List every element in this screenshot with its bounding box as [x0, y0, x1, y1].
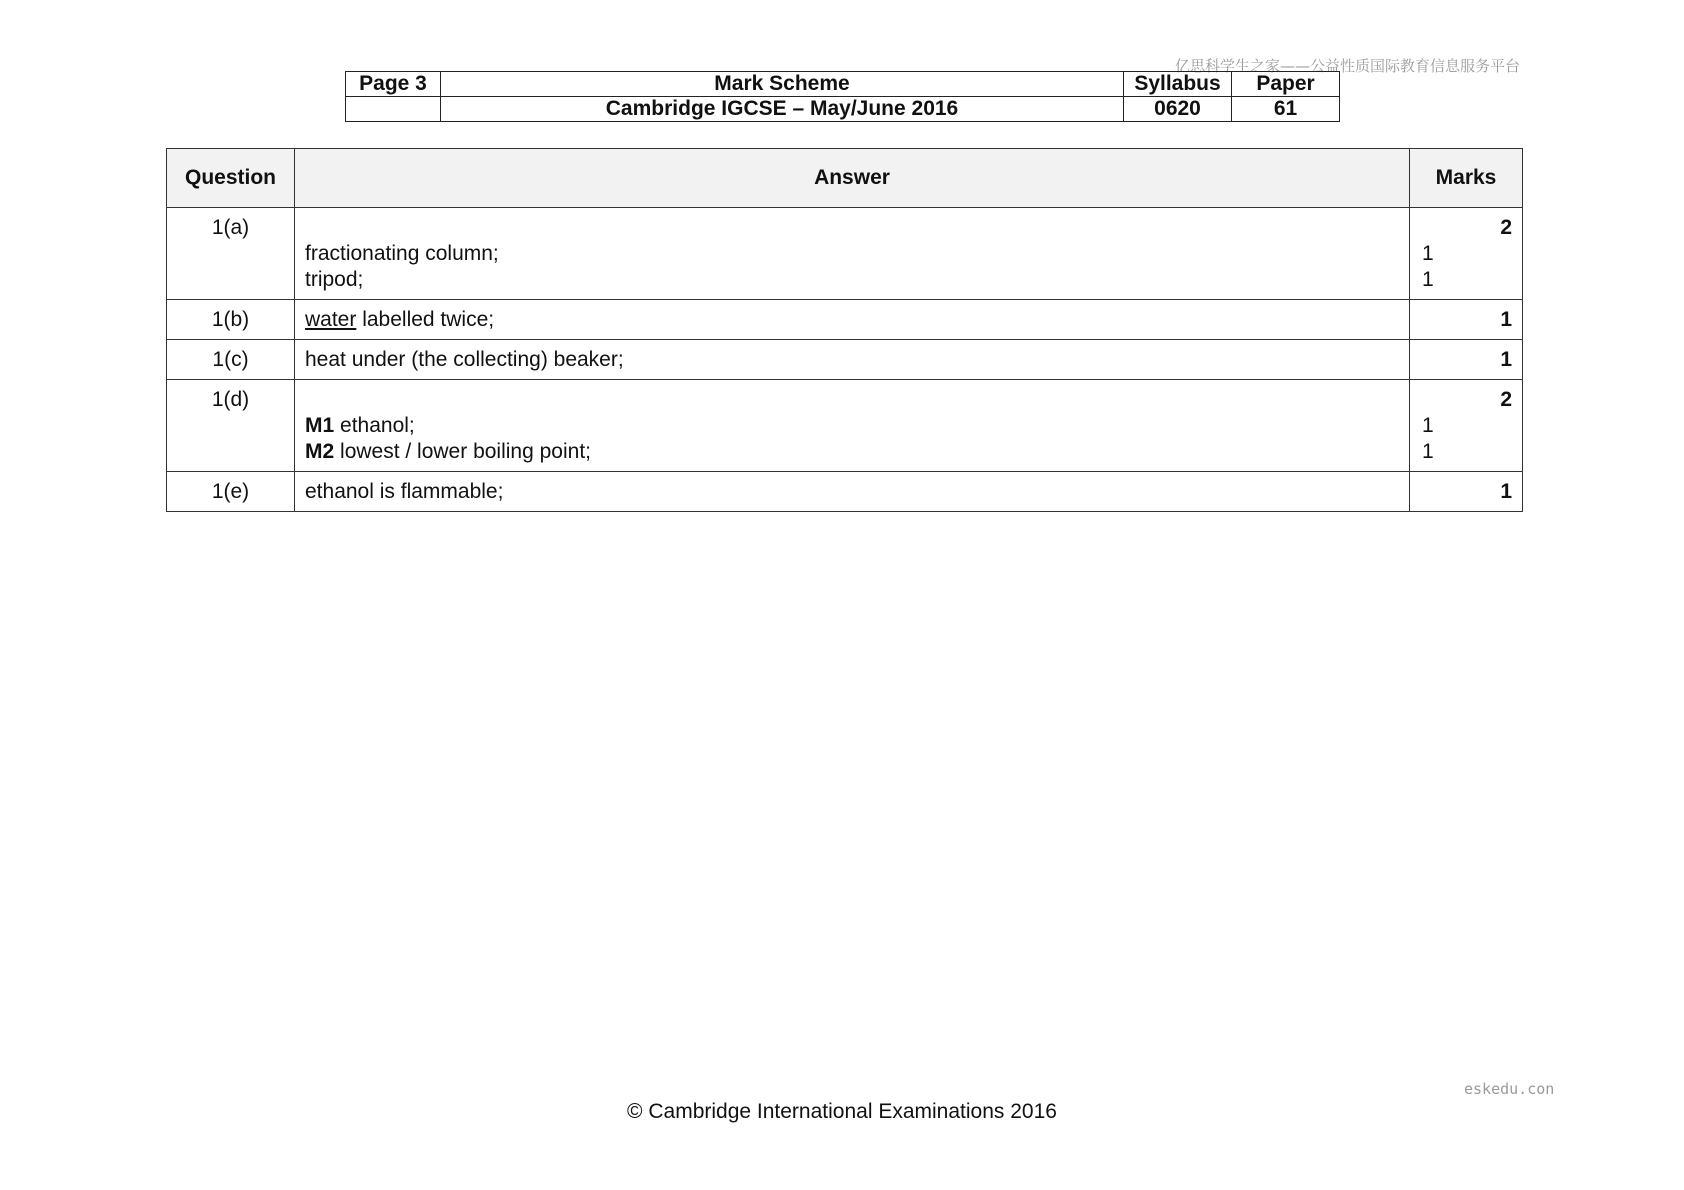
paper-label: Paper — [1232, 72, 1340, 97]
answer-cell: ethanol is flammable; — [295, 472, 1410, 512]
question-number: 1(d) — [167, 380, 295, 472]
watermark-bottom: eskedu.con — [1464, 1080, 1555, 1098]
answer-column-header: Answer — [295, 149, 1410, 208]
answer-line: tripod; — [305, 268, 364, 291]
total-mark: 2 — [1500, 216, 1512, 239]
total-mark: 1 — [1500, 348, 1512, 371]
total-mark: 1 — [1500, 308, 1512, 331]
m1-text: ethanol; — [334, 414, 415, 437]
document-title: Mark Scheme — [441, 72, 1124, 97]
page-number: Page 3 — [346, 72, 441, 97]
document-subtitle: Cambridge IGCSE – May/June 2016 — [441, 97, 1124, 122]
underlined-word: water — [305, 308, 357, 331]
m1-label: M1 — [305, 414, 335, 437]
sub-mark: 1 — [1422, 268, 1434, 291]
sub-mark: 1 — [1422, 242, 1434, 265]
page-number-blank — [346, 97, 441, 122]
total-mark: 2 — [1500, 388, 1512, 411]
table-row — [167, 472, 1523, 512]
header-table — [345, 71, 1340, 122]
answer-cell — [295, 208, 1410, 300]
answer-cell — [295, 380, 1410, 472]
question-number: 1(e) — [167, 472, 295, 512]
answer-line: fractionating column; — [305, 242, 499, 265]
table-row — [167, 380, 1523, 472]
sub-mark: 1 — [1422, 414, 1434, 437]
syllabus-label: Syllabus — [1124, 72, 1232, 97]
marks-cell — [1410, 340, 1523, 380]
question-column-header: Question — [167, 149, 295, 208]
marks-cell — [1410, 300, 1523, 340]
marks-cell — [1410, 380, 1523, 472]
mark-scheme-table — [166, 148, 1523, 512]
answer-text: labelled twice; — [356, 308, 495, 331]
table-row — [167, 300, 1523, 340]
m2-text: lowest / lower boiling point; — [334, 440, 591, 463]
syllabus-value: 0620 — [1124, 97, 1232, 122]
marks-column-header: Marks — [1410, 149, 1523, 208]
question-number: 1(b) — [167, 300, 295, 340]
total-mark: 1 — [1500, 480, 1512, 503]
table-header-row — [167, 149, 1523, 208]
table-row — [167, 208, 1523, 300]
marks-cell — [1410, 208, 1523, 300]
sub-mark: 1 — [1422, 440, 1434, 463]
answer-cell — [295, 300, 1410, 340]
table-row — [167, 340, 1523, 380]
question-number: 1(a) — [167, 208, 295, 300]
copyright-footer: © Cambridge International Examinations 2016 — [627, 1100, 1057, 1123]
question-number: 1(c) — [167, 340, 295, 380]
answer-line — [305, 439, 1399, 465]
answer-cell: heat under (the collecting) beaker; — [295, 340, 1410, 380]
watermark-top: 亿思科学生之家——公益性质国际教育信息服务平台 — [1175, 57, 1521, 75]
paper-value: 61 — [1232, 97, 1340, 122]
m2-label: M2 — [305, 440, 335, 463]
answer-line — [305, 413, 1399, 439]
marks-cell — [1410, 472, 1523, 512]
